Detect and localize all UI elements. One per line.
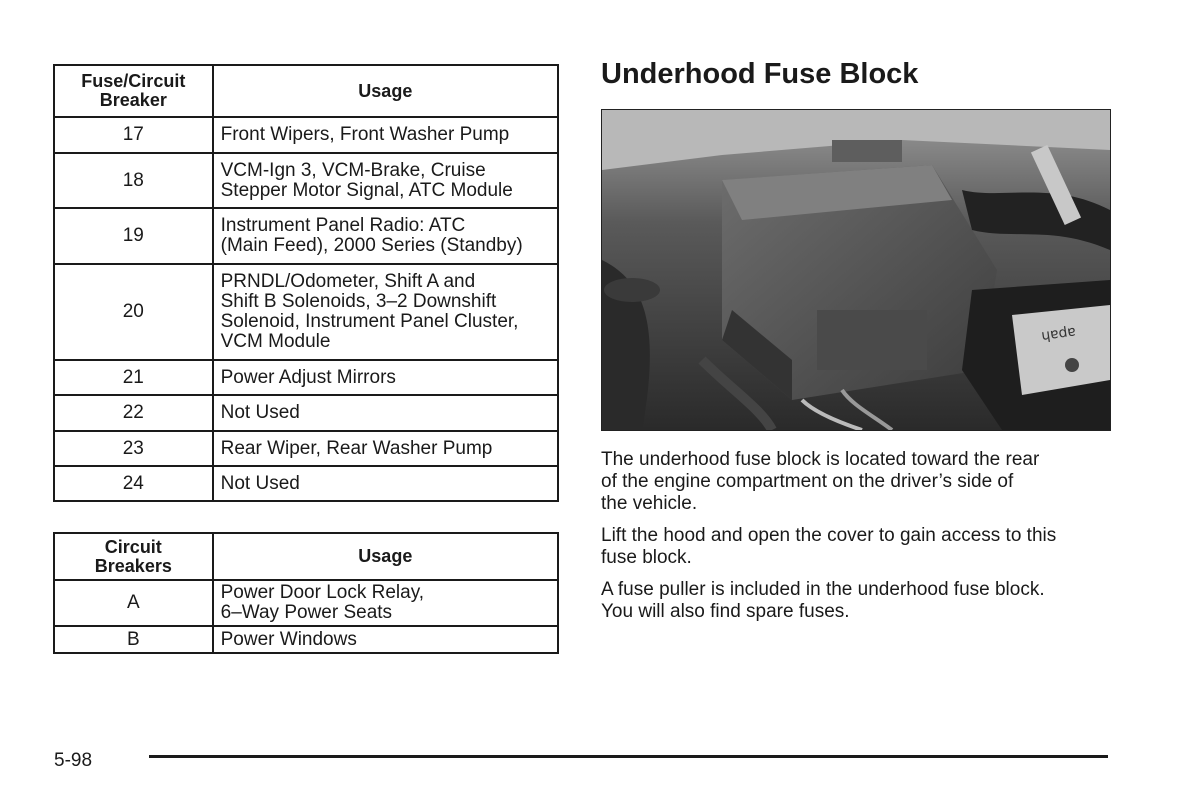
fuse-block-photo-icon: [602, 110, 1110, 430]
breaker-id: B: [54, 626, 213, 653]
footer-rule: [149, 755, 1108, 758]
fuse-number: 22: [54, 395, 213, 431]
column-header-usage: Usage: [213, 65, 558, 117]
fuse-puller-paragraph: A fuse puller is included in the underhood fuse block. You will also find spare fuses.: [601, 579, 1045, 622]
location-paragraph: The underhood fuse block is located toward the rear of the engine compartment on the driver’s side of the vehicle.: [601, 449, 1040, 514]
column-header-fuse: Fuse/Circuit Breaker: [54, 65, 213, 117]
page-number: 5-98: [54, 750, 93, 771]
fuse-usage: Rear Wiper, Rear Washer Pump: [213, 431, 558, 466]
table-row: [54, 580, 558, 626]
fuse-number: 18: [54, 153, 213, 208]
table-row: [54, 117, 558, 153]
column-header-breaker: Circuit Breakers: [54, 533, 213, 580]
table-row: [54, 360, 558, 395]
breaker-usage: Power Door Lock Relay, 6–Way Power Seats: [213, 580, 558, 626]
section-heading: Underhood Fuse Block: [601, 58, 919, 90]
fuse-number: 19: [54, 208, 213, 264]
fuse-usage-table: [53, 64, 559, 502]
fuse-usage: VCM-Ign 3, VCM-Brake, Cruise Stepper Motor Signal, ATC Module: [213, 153, 558, 208]
fuse-number: 20: [54, 264, 213, 360]
fuse-usage: Instrument Panel Radio: ATC (Main Feed), 2000 Series (Standby): [213, 208, 558, 264]
fuse-number: 21: [54, 360, 213, 395]
svg-text:ɥɐdɐ: ɥɐdɐ: [1040, 323, 1077, 344]
fuse-number: 24: [54, 466, 213, 501]
breaker-id: A: [54, 580, 213, 626]
fuse-usage: Not Used: [213, 395, 558, 431]
table-row: [54, 626, 558, 653]
circuit-breaker-table: [53, 532, 559, 654]
table-row: [54, 466, 558, 501]
table-header-row: [54, 65, 558, 117]
breaker-usage: Power Windows: [213, 626, 558, 653]
access-paragraph: Lift the hood and open the cover to gain access to this fuse block.: [601, 525, 1057, 568]
table-row: [54, 431, 558, 466]
fuse-usage: Front Wipers, Front Washer Pump: [213, 117, 558, 153]
table-row: [54, 395, 558, 431]
fuse-number: 23: [54, 431, 213, 466]
column-header-usage: Usage: [213, 533, 558, 580]
fuse-number: 17: [54, 117, 213, 153]
fuse-usage: Not Used: [213, 466, 558, 501]
fuse-usage: PRNDL/Odometer, Shift A and Shift B Solenoids, 3–2 Downshift Solenoid, Instrument Panel Cluster, VCM Module: [213, 264, 558, 360]
table-row: [54, 264, 558, 360]
table-header-row: [54, 533, 558, 580]
table-row: [54, 153, 558, 208]
fuse-usage: Power Adjust Mirrors: [213, 360, 558, 395]
underhood-fuse-block-photo: [601, 109, 1111, 431]
table-row: [54, 208, 558, 264]
